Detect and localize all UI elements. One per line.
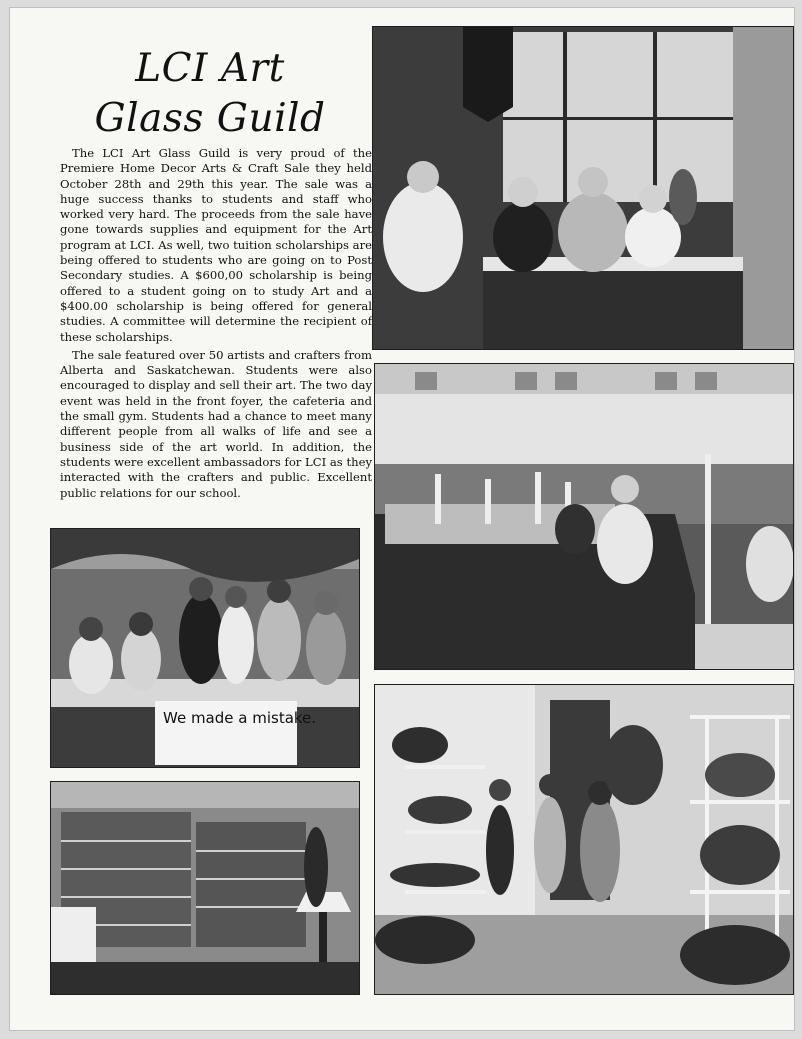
group-sign-text: We made a mistake. <box>163 709 317 727</box>
article-title <box>50 44 370 144</box>
photo-students-at-table <box>372 26 794 350</box>
paragraph-1: The LCI Art Glass Guild is very proud of the Premiere Home Decor Arts & Craft Sale they held October 28th and 29th this year. The sale was a huge success thanks to students and staff who worked very hard. The proceeds from the sale have gone towards supplies and equipment for the Art program at LCI. As well, two tuition scholarships are being offered to students who are going on to Post Secondary studies. A $600,00 scholarship is being offered to a student going on to study Art and a $400.00 scholarship is being offered for general studies. A committee will determine the recipient of these scholarships. <box>60 146 372 344</box>
paragraph-2: The sale featured over 50 artists and crafters from Alberta and Saskatchewan. Students were also encouraged to display and sell their art. The two day event was held in the front foyer, the cafeteria and the small gym. Students had a chance to meet many different people from all walks of life and see a business side of the art world. In addition, the students were excellent ambassadors for LCI as they interacted with the crafters and public. Excellent public relations for our school. <box>60 347 372 500</box>
title-line-2: Glass Guild <box>94 96 326 141</box>
photo-group-with-sign <box>50 528 360 768</box>
photo-wreath-display <box>374 684 794 995</box>
yearbook-page <box>10 8 794 1030</box>
article-body <box>60 146 372 504</box>
title-line-1: LCI Art <box>135 46 285 91</box>
photo-craft-sale-booth <box>374 363 794 670</box>
photo-glassware-shelves <box>50 781 360 995</box>
